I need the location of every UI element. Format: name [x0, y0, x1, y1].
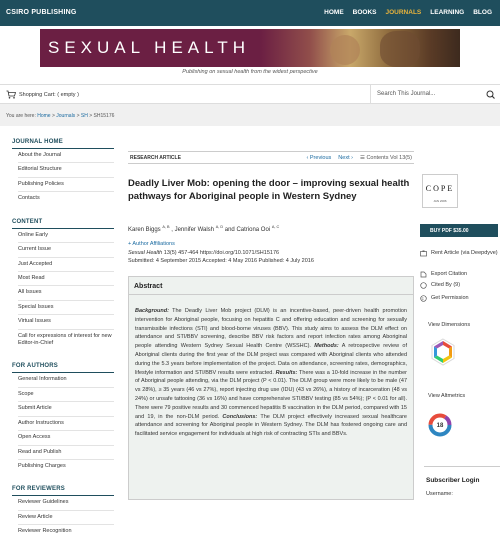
sidebar-item-most-read[interactable]: Most Read — [18, 272, 114, 286]
breadcrumb-journals[interactable]: Journals — [56, 113, 76, 119]
nav-learning[interactable]: LEARNING — [430, 9, 465, 16]
abstract-label: Methods: — [314, 343, 339, 350]
sidebar-item-review-article[interactable]: Review Article — [18, 511, 114, 525]
next-link[interactable]: Next › — [338, 155, 353, 161]
contents-label: Contents Vol 13(5) — [366, 155, 412, 161]
view-dimensions-label[interactable]: View Dimensions — [428, 322, 471, 328]
nav-blog[interactable]: BLOG — [473, 9, 492, 16]
get-permission-label: Get Permission — [431, 295, 469, 301]
cart-search-bar — [0, 84, 500, 104]
view-altmetrics-label[interactable]: View Altmetrics — [428, 393, 466, 399]
abstract-text: A retrospective review of Aboriginal clients during the first year of the DLM project was compared with Aboriginal clients who attended during the 5.3 years before implementation of the project. Data on attendance, screening rates, demographics, lifestyle information and STI/BBV results were extracted. — [135, 343, 407, 376]
sidebar-heading[interactable]: JOURNAL HOME — [12, 139, 63, 145]
top-navbar — [0, 0, 500, 26]
article-citation — [128, 250, 314, 266]
sidebar-heading[interactable]: CONTENT — [12, 218, 43, 225]
sidebar-item-just-accepted[interactable]: Just Accepted — [18, 258, 114, 272]
sidebar-item-general-information[interactable]: General Information — [18, 373, 114, 387]
nav-books[interactable]: BOOKS — [352, 9, 377, 16]
sidebar-item-open-access[interactable]: Open Access — [18, 431, 114, 445]
sidebar-item-all-issues[interactable]: All Issues — [18, 286, 114, 300]
author-affiliations-toggle[interactable]: + Author Affiliations — [128, 241, 175, 247]
cited-by-link[interactable] — [420, 282, 460, 289]
sidebar-item-reviewer-recognition[interactable]: Reviewer Recognition — [18, 528, 72, 535]
left-sidebar — [0, 126, 122, 535]
export-citation-link[interactable] — [420, 271, 467, 278]
sidebar-item-about[interactable]: About the Journal — [18, 149, 114, 163]
username-label: Username: — [426, 491, 453, 497]
cope-logo-subtext: JAN 2006 — [433, 199, 447, 203]
sidebar-item-publishing-policies[interactable]: Publishing Policies — [18, 178, 114, 192]
cope-logo[interactable] — [422, 174, 458, 208]
article-title: Deadly Liver Mob: opening the door – improving sexual health pathways for Aboriginal people in Western Sydney — [128, 178, 410, 202]
subscriber-login-title: Subscriber Login — [426, 477, 480, 484]
altmetric-score: 18 — [436, 423, 444, 430]
export-icon — [420, 271, 427, 278]
export-citation-label: Export Citation — [431, 271, 468, 277]
sidebar-heading[interactable]: FOR AUTHORS — [12, 363, 58, 370]
author-affil-mark: A, D — [215, 225, 224, 229]
brand-logo[interactable]: CSIRO PUBLISHING — [6, 9, 77, 16]
permission-icon — [420, 295, 427, 302]
sidebar-item-online-early[interactable]: Online Early — [18, 229, 114, 243]
sidebar-item-read-and-publish[interactable]: Read and Publish — [18, 446, 114, 460]
top-nav — [324, 9, 492, 16]
altmetric-donut-icon — [428, 413, 452, 437]
article-pagination — [307, 155, 412, 161]
right-sidebar — [414, 126, 500, 500]
buy-pdf-button[interactable]: BUY PDF $35.00 — [420, 224, 498, 237]
rent-article-link[interactable] — [420, 250, 498, 257]
breadcrumb-separator: > — [87, 113, 94, 119]
abstract-label: Results: — [275, 369, 298, 376]
breadcrumb-current: SH15176 — [93, 113, 115, 119]
abstract-text: There was a 10-fold increase in the number of Aboriginal people attending, via the DLM project (P < 0.01). The DLM group were more likely to be male (47 vs 28%), ≥ 35 years (46 vs 27%), report injecting drug use (IDU) (43 vs 26%), a history of incarceration (48 vs 24%) or unsafe tattooing (36 vs 16%) and have comprehensive STI/BBV testing (85 vs 54%); (P < 0.01 for all). There were 79 positive results and 30 commenced hepatitis B vaccination in the DLM period, compared with 15 and 19, in the non-DLM period. — [135, 369, 408, 420]
breadcrumb-prefix: You are here: — [6, 113, 38, 119]
sidebar-item-publishing-charges[interactable]: Publishing Charges — [18, 463, 66, 470]
breadcrumb-sh[interactable]: SH — [80, 113, 88, 119]
journal-banner[interactable] — [40, 29, 460, 67]
sidebar-section-for-reviewers — [0, 486, 122, 538]
banner-title: SEXUAL HEALTH — [48, 38, 250, 57]
cited-by-label: Cited By (9) — [431, 282, 461, 288]
article-dates: Submitted: 4 September 2015 Accepted: 4 May 2016 Published: 4 July 2016 — [128, 257, 314, 264]
banner-photo — [260, 29, 460, 67]
breadcrumb-separator: > — [75, 113, 81, 119]
author-affil-mark: A, B — [162, 225, 170, 229]
nav-home[interactable]: HOME — [324, 9, 344, 16]
subscriber-login-box — [424, 466, 500, 500]
author-list: Karen Biggs $^{A, B}$ , Jennifer Walsh $^{A, D}$ and Catriona Ooi $^{A, C}$ — [128, 225, 280, 233]
sidebar-section-content — [0, 219, 122, 351]
rent-icon — [420, 250, 427, 257]
dimensions-badge-icon[interactable] — [428, 337, 458, 367]
abstract-label: Conclusions: — [222, 413, 258, 420]
sidebar-item-submit-article[interactable]: Submit Article — [18, 402, 114, 416]
sidebar-item-special-issues[interactable]: Special Issues — [18, 301, 114, 315]
sidebar-section-journal-home — [0, 139, 122, 206]
abstract-body — [129, 295, 413, 439]
author-link[interactable]: Karen Biggs — [128, 227, 161, 233]
sidebar-item-author-instructions[interactable]: Author Instructions — [18, 417, 114, 431]
previous-link[interactable]: ‹ Previous — [306, 155, 332, 161]
sidebar-item-current-issue[interactable]: Current Issue — [18, 243, 114, 257]
abstract-box — [128, 276, 414, 500]
sidebar-section-for-authors — [0, 363, 122, 473]
breadcrumb-separator: > — [50, 113, 57, 119]
contents-link[interactable] — [360, 155, 412, 161]
rent-article-label: Rent Article (via Deepdyve) — [431, 250, 498, 256]
article-header-bar — [128, 151, 414, 164]
article-type: RESEARCH ARTICLE — [130, 155, 181, 161]
shopping-cart-link[interactable]: Shopping Cart: ( empty ) — [19, 92, 79, 98]
breadcrumb-home[interactable]: Home — [37, 113, 51, 119]
sidebar-item-editorial-structure[interactable]: Editorial Structure — [18, 163, 114, 177]
search-input[interactable]: Search This Journal... — [370, 85, 482, 104]
cope-logo-text: COPE — [425, 184, 455, 193]
abstract-text: The DLM project effectively increased sexual healthcare attendance and screening for Aboriginal people in Western Sydney. The DLM has fostered ongoing care and facilitated service engagement for individuals at high risk of contracting STIs and BBVs. — [135, 413, 407, 438]
journal-tagline: Publishing on sexual health from the widest perspective — [182, 69, 318, 75]
journal-name: Sexual Health — [128, 250, 163, 256]
author-affil-mark: A, C — [271, 225, 280, 229]
sidebar-heading[interactable]: FOR REVIEWERS — [12, 486, 65, 493]
sidebar-item-reviewer-guidelines[interactable]: Reviewer Guidelines — [18, 496, 114, 510]
sidebar-item-call-for-editor[interactable]: Call for expressions of interest for new Editor-in-Chief — [18, 332, 112, 347]
breadcrumb-bar — [0, 104, 500, 126]
citation-details[interactable]: 13(5) 457-464 https://doi.org/10.1071/SH15176 — [162, 250, 280, 256]
abstract-label: Background: — [135, 308, 169, 314]
sidebar-item-virtual-issues[interactable]: Virtual Issues — [18, 315, 114, 329]
abstract-text: The Deadly Liver Mob project (DLM) is an incentive-based, peer-driven health promotion intervention for Aboriginal people, focusing on hepatitis C and offering education and screening for sexually transmissible infections (STI) and blood-borne viruses (BBV). This study aims to assess the DLM effect on attendance and STI/BBV screening, describe BBV risk factors and report infection rates among Aboriginal people attending Western Sydney Sexual Health Centre (WSSHC). — [135, 308, 407, 350]
abstract-heading: Abstract — [129, 277, 413, 295]
list-icon: ☰ — [359, 155, 367, 161]
sidebar-item-scope[interactable]: Scope — [18, 388, 114, 402]
get-permission-link[interactable] — [420, 295, 469, 302]
svg-text:c: c — [421, 296, 424, 302]
author-link[interactable]: Jennifer Walsh — [174, 227, 215, 233]
shopping-cart-icon[interactable] — [6, 90, 16, 99]
cited-by-icon — [420, 282, 427, 289]
author-link[interactable]: Catriona Ooi — [236, 227, 271, 233]
search-icon[interactable] — [482, 85, 500, 104]
breadcrumb — [6, 113, 114, 119]
nav-journals[interactable]: JOURNALS — [385, 9, 422, 16]
sidebar-item-contacts[interactable]: Contacts — [18, 195, 40, 202]
article-main — [122, 126, 414, 500]
